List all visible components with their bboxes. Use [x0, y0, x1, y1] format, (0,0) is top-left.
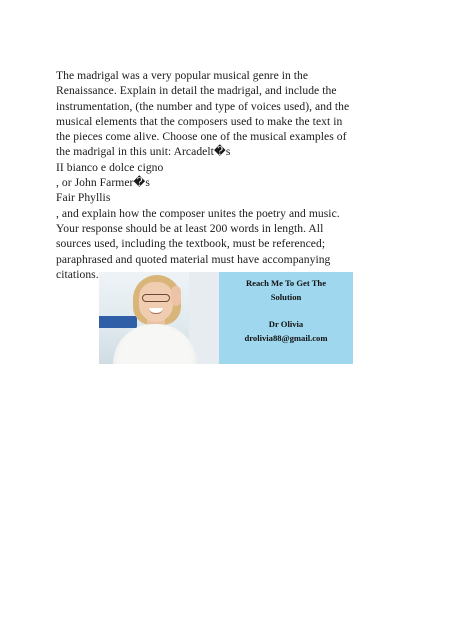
- text-line: sources used, including the textbook, must be referenced;: [56, 237, 326, 251]
- text-line: the madrigal in this unit: Arcadelt�s: [56, 145, 231, 159]
- promo-headline-2: Solution: [270, 292, 302, 302]
- text-line: II bianco e dolce cigno: [56, 160, 164, 174]
- contact-email: drolivia88@gmail.com: [244, 333, 328, 343]
- contact-card: [219, 272, 353, 364]
- promo-banner: [99, 272, 353, 364]
- text-line: the pieces come alive. Choose one of the musical examples of: [56, 130, 347, 144]
- text-line: The madrigal was a very popular musical genre in the: [56, 69, 309, 82]
- text-line: , or John Farmer�s: [56, 176, 150, 190]
- promo-headline: Reach Me To Get The: [245, 278, 327, 288]
- text-line: instrumentation, (the number and type of voices used), and the: [56, 99, 350, 113]
- text-line: Your response should be at least 200 words in length. All: [56, 221, 324, 235]
- text-line: , and explain how the composer unites the poetry and music.: [56, 206, 340, 220]
- text-line: Renaissance. Explain in detail the madrigal, and include the: [56, 84, 337, 98]
- text-line: citations.: [56, 267, 99, 281]
- contact-name: Dr Olivia: [268, 319, 304, 329]
- woman-photo: [99, 272, 219, 364]
- text-line: Fair Phyllis: [56, 191, 111, 205]
- text-line: musical elements that the composers used to make the text in: [56, 114, 343, 128]
- assignment-text: [56, 68, 401, 282]
- text-line: paraphrased and quoted material must have accompanying: [56, 252, 331, 266]
